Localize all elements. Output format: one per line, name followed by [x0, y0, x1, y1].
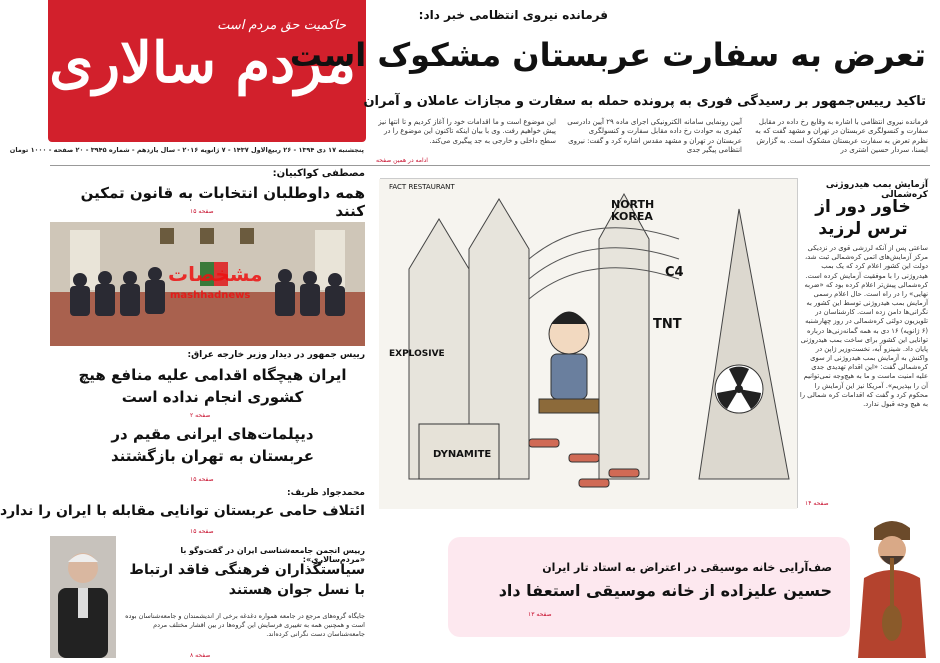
story-4-page[interactable]: صفحه ۱۵: [190, 528, 214, 535]
musician-illustration: [852, 518, 932, 658]
story-1-kicker: مصطفی کواکبیان:: [272, 168, 365, 179]
lead-col-2: آیین رونمایی سامانه الکترونیکی اجرای ماده ۲۹ آیین دادرسی کیفری به حوادث رخ داده مقابل سفارت و کنسولگری عربستان در تهران و مشهد مقدس اشاره کرد و گفت: نیروی انتظامی پیگیر جدی: [567, 118, 742, 155]
story-2-kicker: رییس جمهور در دیدار وزیر خارجه عراق:: [187, 350, 365, 360]
masthead-slogan: حاکمیت حق مردم است: [217, 18, 346, 33]
lead-subhead: تاکید رییس‌جمهور بر رسیدگی فوری به پرونده حمله به سفارت و مجازات عاملان و آمران: [363, 94, 926, 109]
cartoon-label-c4: C4: [665, 265, 684, 280]
cartoon-label-tnt: TNT: [653, 317, 682, 332]
story-3-page[interactable]: صفحه ۱۵: [190, 476, 214, 483]
lead-kicker: فرمانده نیروی انتظامی خبر داد:: [418, 8, 608, 22]
cartoon-label-dynamite: DYNAMITE: [433, 449, 492, 460]
story-4-kicker: محمدجواد ظریف:: [286, 488, 365, 498]
dateline: پنجشنبه ۱۷ دی ۱۳۹۴ - ۲۶ ربیع‌الاول ۱۴۳۷ - ۷ ژانویه ۲۰۱۶ - سال یازدهم - شماره ۳۹۴۵ - ۲۰ صفحه - ۱۰۰۰ تومان: [9, 146, 364, 154]
music-story-box: [448, 537, 850, 637]
music-page[interactable]: صفحه ۱۳: [528, 611, 552, 618]
story-2-page[interactable]: صفحه ۲: [190, 412, 211, 419]
story-3-headline[interactable]: دیپلمات‌های ایرانی مقیم در عربستان به تهران بازگشتند: [110, 425, 315, 465]
lead-col-1: فرمانده نیروی انتظامی با اشاره به وقایع رخ داده در مقابل سفارت و کنسولگری عربستان در تهران و مشهد گفت که به نظرم تعرض به سفارت عربستان مشکوک است. به گزارش ایسنا، سردار حسین اشتری در: [755, 118, 928, 155]
meeting-photo: [50, 222, 365, 346]
lead-continue[interactable]: ادامه در همین صفحه: [376, 157, 428, 164]
portrait-illustration: [50, 536, 116, 658]
photo-watermark-en: mashhadnews: [170, 290, 251, 301]
lead-col-3: این موضوع است و ما اقدامات خود را آغاز کردیم و تا انتها نیز پیش خواهیم رفت. وی با بیان اینکه تاکنون این موضوع را در سطح داخلی و خارجی به جد پیگیری می‌کند.: [378, 118, 556, 145]
story-2-headline[interactable]: ایران هیچگاه اقدامی علیه منافع هیچ کشوری انجام نداده است: [78, 366, 347, 406]
nk-body: ساعتی پس از آنکه لرزشی قوی در نزدیکی مرکز آزمایش‌های اتمی کره‌شمالی ثبت شد، دولت این کشور اعلام کرد که یک بمب هیدروژنی را با موفقیت آزمایش کرده است. کره‌شمالی پیش‌تر اعلام کرده بود که «ضربه نهایی» را در راه است. حال اعلام رسمی آزمایش بمب هیدروژنی توسط این کشور به نگرانی‌ها دامن زده است. کارشناسان در تلویزیون دولتی کره‌شمالی در روز چهارشنبه (۶ ژانویه) ۱۶ دی به همه گمانه‌زنی‌ها درباره توانایی این کشور برای ساخت بمب هیدروژنی پایان داد. شینزو آبه، نخست‌وزیر ژاپن در واکنش به آزمایش بمب هیدروژنی از سوی کره‌شمالی گفت: «این اقدام تهدیدی جدی علیه امنیت ماست و ما به هیچ‌وجه نمی‌توانیم آن را بپذیریم». آمریکا نیز این آزمایش را محکوم کرد و گفت که اقدامات کره شمالی را به هیچ وجه قبول ندارد.: [799, 244, 928, 408]
cartoon-label-nk: NORTH KOREA: [611, 198, 655, 224]
masthead-logo: مردم سالاری: [49, 30, 356, 96]
cartoon-page[interactable]: صفحه ۱۴: [805, 500, 829, 507]
music-headline[interactable]: حسین علیزاده از خانه موسیقی استعفا داد: [498, 581, 832, 600]
nk-headline[interactable]: خاور دور از ترس لرزید: [815, 197, 911, 240]
interview-photo: [50, 536, 116, 658]
story-5-body: جایگاه گروه‌های مرجع در جامعه همواره دغدغه برخی از اندیشمندان و جامعه‌شناسان بوده است و همچنین همه به تغییری فرسایش این گروه‌ها در بین اقشار مختلف مردم جامعه‌شناسان دست نگرانی کرده‌اند.: [125, 612, 365, 638]
photo-watermark: مشخصات: [168, 262, 263, 286]
musician-photo: [852, 518, 932, 658]
story-5-kicker: رییس انجمن جامعه‌شناسی ایران در گفت‌وگو با «مردم‌سالاری»:: [180, 546, 365, 564]
lead-headline[interactable]: تعرض به سفارت عربستان مشکوک است: [289, 36, 926, 74]
story-4-headline[interactable]: ائتلاف حامی عربستان توانایی مقابله با ایران را ندارد: [0, 503, 365, 519]
cartoon-label-explosive: EXPLOSIVE: [389, 349, 445, 359]
story-5-page[interactable]: صفحه ۸: [190, 652, 211, 659]
cartoon-label-fact: FACT RESTAURANT: [389, 183, 455, 191]
cartoon: [380, 178, 798, 508]
story-5-headline[interactable]: سیاستگذاران فرهنگی فاقد ارتباط با نسل جوان هستند: [129, 562, 365, 599]
music-kicker: صف‌آرایی خانه موسیقی در اعتراض به استاد تار ایران: [542, 561, 832, 574]
story-1-page[interactable]: صفحه ۱۵: [190, 208, 214, 215]
nk-kicker: آزمایش بمب هیدروژنی کره‌شمالی: [825, 180, 928, 200]
story-1-headline[interactable]: همه داوطلبان انتخابات به قانون تمکین کنند: [80, 184, 365, 220]
